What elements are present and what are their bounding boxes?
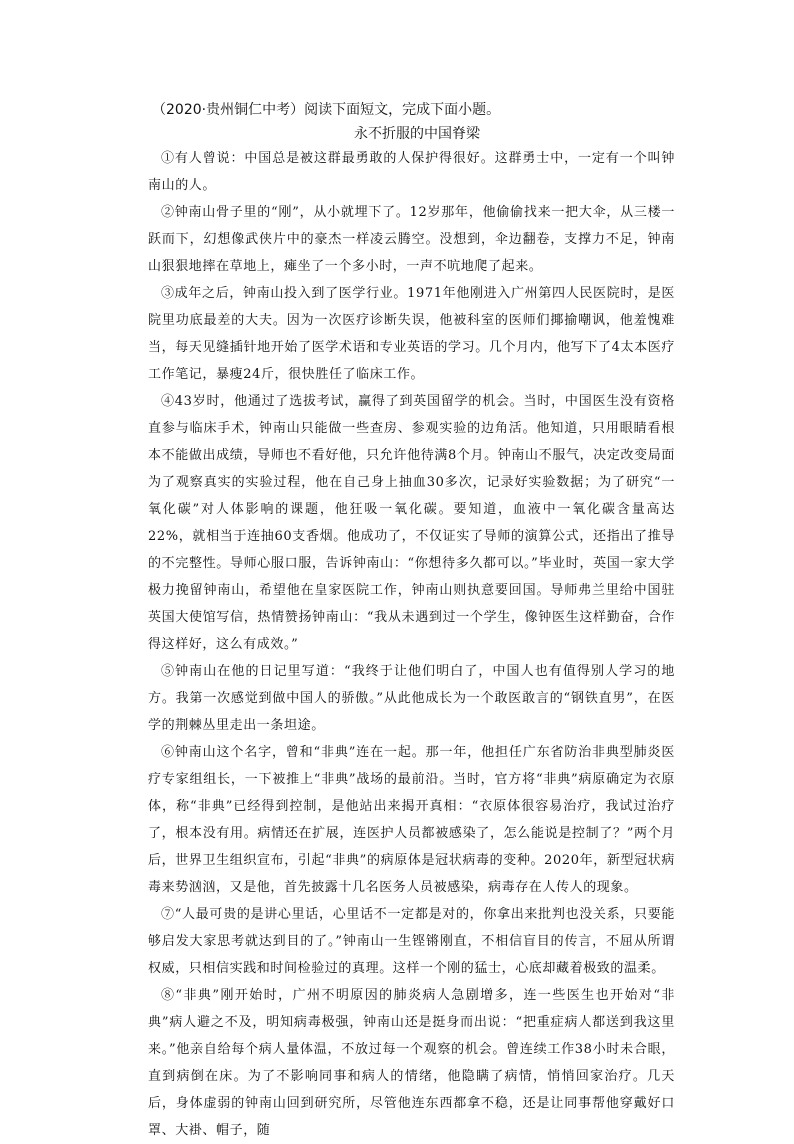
paragraph-2: ②钟南山骨子里的“刚”，从小就埋下了。12岁那年，他偷偷找来一把大伞，从三楼一跃而下，幻想像武侠片中的豪杰一样凌云腾空。没想到，伞边翻卷，支撑力不足，钟南山狠狠地摔在草地上，瘫坐了一个多小时，一声不吭地爬了起来。	[148, 205, 675, 274]
paragraph-4: ④43岁时，他通过了选拔考试，赢得了到英国留学的机会。当时，中国医生没有资格直参与临床手术，钟南山只能做一些查房、参观实验的边角活。他知道，只用眼睛看根本不能做出成绩，导师也不看好他，只允许他待满8个月。钟南山不服气，决定改变局面为了观察真实的实验过程，他在自己身上抽血30多次，记录好实验数据；为了研究“一氧化碳”对人体影响的课题，他狂吸一氧化碳。要知道，血液中一氧化碳含量高达22%，就相当于连抽60支香烟。他成功了，不仅证实了导师的演算公式，还指出了推导的不完整性。导师心服口服，告诉钟南山：“你想待多久都可以。”毕业时，英国一家大学极力挽留钟南山，希望他在皇家医院工作，钟南山则执意要回国。导师弗兰里给中国驻英国大使馆写信，热情赞扬钟南山：“我从未遇到过一个学生，像钟医生这样勤奋，合作得这样好，这么有成效。”	[148, 394, 675, 652]
paragraph-3: ③成年之后，钟南山投入到了医学行业。1971年他刚进入广州第四人民医院时，是医院里功底最差的大夫。因为一次医疗诊断失误，他被科室的医师们揶揄嘲讽，他羞愧难当，每天见缝插针地开始了医学术语和专业英语的学习。几个月内，他写下了4太本医疗工作笔记，暴瘦24斤，很快胜任了临床工作。	[148, 286, 675, 382]
question-header: （2020·贵州铜仁中考）阅读下面短文，完成下面小题。	[152, 102, 501, 118]
paragraph-7: ⑦“人最可贵的是讲心里话，心里话不一定都是对的，你拿出来批判也没关系，只要能够启发大家思考就达到目的了。”钟南山一生铿锵刚直，不相信盲目的传言，不屈从所谓权威，只相信实践和时间检验过的真理。这样一个刚的猛士，心底却藏着极致的温柔。	[148, 907, 675, 976]
paragraph-1: ①有人曾说：中国总是被这群最勇敢的人保护得很好。这群勇士中，一定有一个叫钟南山的人。	[148, 151, 675, 193]
article-title: 永不折服的中国脊梁	[354, 126, 480, 142]
paragraph-6: ⑥钟南山这个名字，曾和“非典”连在一起。那一年，他担任广东省防治非典型肺炎医疗专家组组长，一下被推上“非典”战场的最前沿。当时，官方将“非典”病原确定为衣原体，称“非典”已经得到控制，是他站出来揭开真相：“衣原体很容易治疗，我试过治疗了，根本没有用。病情还在扩展，连医护人员都被感染了，怎么能说是控制了？”两个月后，世界卫生组织宣布，引起“非典”的病原体是冠状病毒的变种。2020年，新型冠状病毒来势汹汹，又是他，首先披露十几名医务人员被感染，病毒存在人传人的现象。	[148, 745, 675, 895]
paragraph-8: ⑧“非典”刚开始时，广州不明原因的肺炎病人急剧增多，连一些医生也开始对“非典”病人避之不及，明知病毒极强，钟南山还是挺身而出说：“把重症病人都送到我这里来。”他亲自给每个病人量体温，不放过每一个观察的机会。曾连续工作38小时未合眼，直到病倒在床。为了不影响同事和病人的情绪，他隐瞒了病情，悄悄回家治疗。几天后，身体虚弱的钟南山回到研究所，尽管他连东西都拿不稳，还是让同事帮他穿戴好口罩、大褂、帽子，随	[148, 988, 675, 1138]
paragraph-5: ⑤钟南山在他的日记里写道：“我终于让他们明白了，中国人也有值得别人学习的地方。我第一次感觉到做中国人的骄傲。”从此他成长为一个敢医敢言的“钢铁直男”，在医学的荆棘丛里走出一条坦途。	[148, 664, 675, 733]
article-body	[148, 145, 675, 1144]
